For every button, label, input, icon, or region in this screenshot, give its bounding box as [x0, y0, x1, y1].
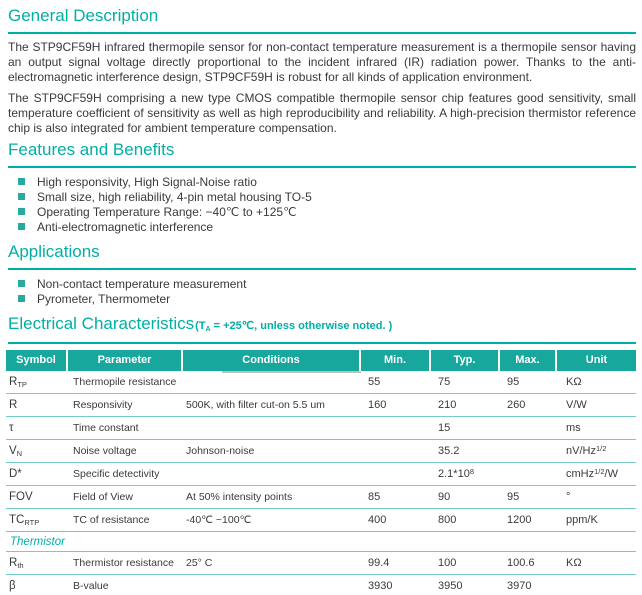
electrical-title-text: Electrical Characteristics — [8, 314, 195, 333]
column-header-parameter: Parameter — [68, 350, 183, 371]
general-description-paragraph-2: The STP9CF59H comprising a new type CMOS compatible thermopile sensor chip features good sensitivity, small temperature coefficient of sensitivity as well as high reproducibility and reliability. A high-precision thermistor reference chip is also integrated for ambient temperature compensation. — [8, 91, 636, 135]
list-item — [8, 174, 636, 189]
table-row: $R_{TP}$ Thermopile resistance 55 75 95 KΩ — [6, 371, 636, 394]
column-header-conditions: Conditions — [183, 350, 361, 371]
table-row: β B-value 3930 3950 3970 — [6, 575, 636, 595]
column-header-unit: Unit — [585, 354, 608, 366]
bullet-square-icon — [18, 208, 25, 215]
bullet-square-icon — [18, 280, 25, 287]
section-divider — [8, 268, 636, 270]
bullet-square-icon — [18, 193, 25, 200]
bullet-square-icon — [18, 223, 25, 230]
list-item — [8, 189, 636, 204]
list-item — [8, 291, 636, 306]
general-description-paragraph-1: The STP9CF59H infrared thermopile sensor for non-contact temperature measurement is a thermopile sensor having an output signal voltage directly proportional to the incident infrared (IR) radiation power. Thanks to the anti-electromagnetic interference design, STP9CF59H is robust for all kinds of application environment. — [8, 40, 636, 84]
section-divider — [8, 166, 636, 168]
list-item-text: Operating Temperature Range: −40℃ to +125℃ — [37, 204, 297, 219]
column-header-min: Min. — [361, 350, 431, 371]
section-title-applications: Applications — [8, 242, 100, 261]
column-header-symbol: Symbol — [6, 350, 68, 371]
list-item-text: Small size, high reliability, 4-pin metal housing TO-5 — [37, 189, 312, 204]
list-item-text: Anti-electromagnetic interference — [37, 219, 214, 234]
column-header-typ: Typ. — [431, 350, 500, 371]
list-item — [8, 204, 636, 219]
table-row: D* Specific detectivity $2.1*10^8$ cmHz$^{1/2}$/W — [6, 463, 636, 486]
column-header-max: Max. — [500, 350, 557, 371]
electrical-conditions-note: ($T_A$ = +25℃, unless otherwise noted. ) — [195, 320, 393, 333]
section-title-features: Features and Benefits — [8, 140, 175, 159]
table-header-row — [6, 350, 636, 371]
bullet-square-icon — [18, 178, 25, 185]
list-item-text: Pyrometer, Thermometer — [37, 291, 171, 306]
section-divider — [8, 342, 636, 344]
table-row: FOV Field of View At 50% intensity points 85 90 95 ° — [6, 486, 636, 509]
list-item — [8, 219, 636, 234]
bullet-square-icon — [18, 295, 25, 302]
section-divider — [8, 32, 636, 34]
table-row: $V_N$ Noise voltage Johnson-noise 35.2 $nV/Hz^{1/2}$ — [6, 440, 636, 463]
table-row: R Responsivity 500K, with filter cut-on 5.5 um 160 210 260 V/W — [6, 394, 636, 417]
features-list — [8, 174, 636, 234]
list-item-text: High responsivity, High Signal-Noise ratio — [37, 174, 257, 189]
applications-list — [8, 276, 636, 306]
list-item-text: Non-contact temperature measurement — [37, 276, 247, 291]
section-title-electrical-characteristics — [8, 314, 636, 336]
list-item — [8, 276, 636, 291]
conditions-header-shadow — [222, 371, 361, 373]
table-row: $R_{th}$ Thermistor resistance 25° C 99.4 100 100.6 KΩ — [6, 552, 636, 575]
electrical-characteristics-table — [6, 350, 636, 595]
section-title-general-description: General Description — [8, 6, 159, 25]
table-section-thermistor: Thermistor — [6, 532, 636, 552]
table-row: τ Time constant 15 ms — [6, 417, 636, 440]
table-row: $TC_{RTP}$ TC of resistance -40℃ ~100℃ 400 800 1200 ppm/K — [6, 509, 636, 532]
